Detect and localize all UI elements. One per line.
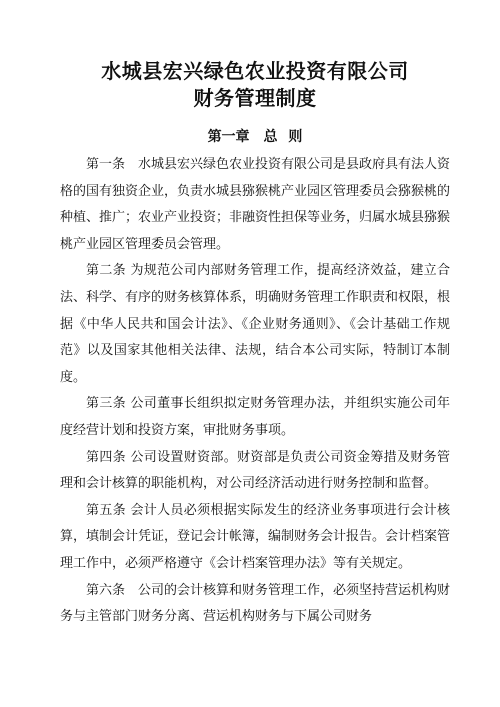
article-1: 第一条 水城县宏兴绿色农业投资有限公司是县政府具有法人资格的国有独资企业，负责水城县猕猴桃产业园区管理委员会猕猴桃的种植、推广；农业产业投资；非融资性担保等业务，归属水城县猕猴桃产业园区管理委员会管理。 — [60, 157, 451, 252]
article-2: 第二条 为规范公司内部财务管理工作，提高经济效益，建立合法、科学、有序的财务核算体系，明确财务管理工作职责和权限，根据《中华人民共和国会计法》、《企业财务通则》、《会计基础工作规范》以及国家其他相关法律、法规，结合本公司实际，特制订本制度。 — [60, 263, 451, 385]
article-5: 第五条 会计人员必须根据实际发生的经济业务事项进行会计核算，填制会计凭证，登记会计帐簿，编制财务会计报告。会计档案管理工作中，必须严格遵守《会计档案管理办法》等有关规定。 — [60, 502, 451, 571]
article-6: 第六条 公司的会计核算和财务管理工作，必须坚持营运机构财务与主管部门财务分离、营运机构财务与下属公司财务 — [60, 582, 451, 625]
title-line-2: 财务管理制度 — [193, 86, 317, 110]
chapter-heading: 第一章 总 则 — [207, 129, 303, 145]
document-title — [60, 58, 450, 112]
title-line-1: 水城县宏兴绿色农业投资有限公司 — [101, 59, 409, 83]
article-4: 第四条 公司设置财资部。财资部是负责公司资金筹措及财务管理和会计核算的职能机构，对公司经济活动进行财务控制和监督。 — [60, 449, 450, 492]
article-3: 第三条 公司董事长组织拟定财务管理办法，并组织实施公司年度经营计划和投资方案，审批财务事项。 — [60, 396, 450, 438]
